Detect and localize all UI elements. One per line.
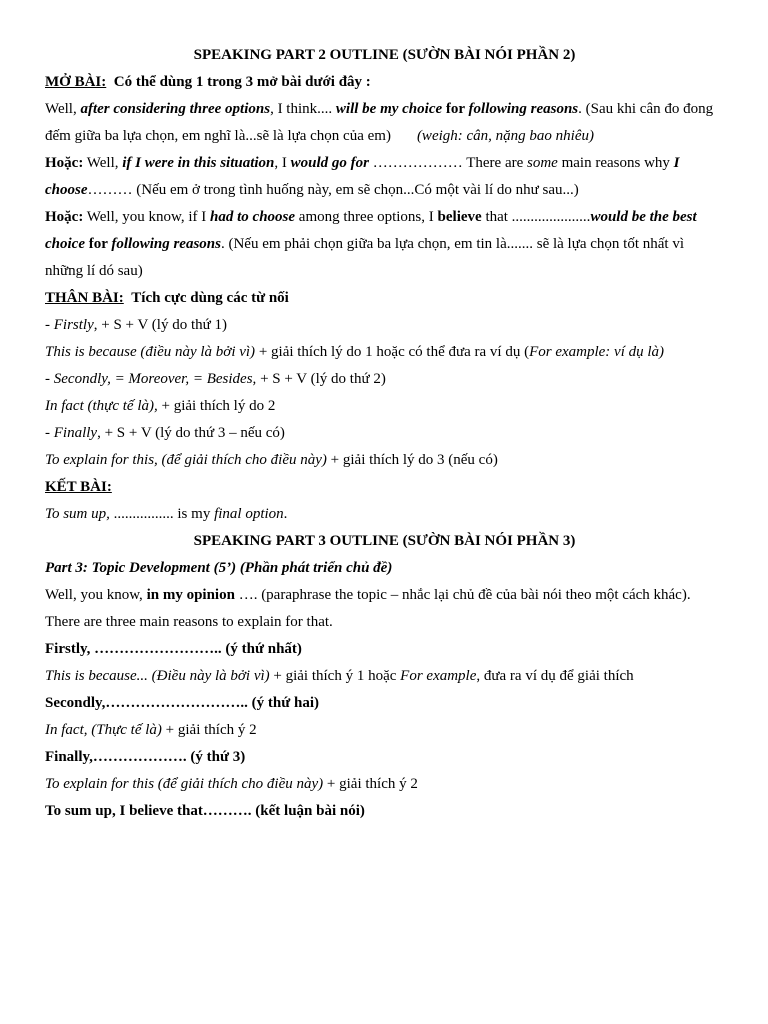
intro-option-3-cont2: những lí dó sau) [45, 263, 143, 279]
p3-explain: To explain for this (để giải thích cho điều này) + giải thích ý 2 [45, 776, 418, 792]
intro-note: Có thể dùng 1 trong 3 mở bài dưới đây : [113, 74, 371, 90]
conclusion-heading: KẾT BÀI: [45, 479, 112, 495]
intro-option-3-cont: choice for following reasons. (Nếu em phải chọn giữa ba lựa chọn, em tin là....... sẽ là lựa chọn tốt nhất vì [45, 236, 684, 252]
weigh-note: (weigh: cân, nặng bao nhiêu) [416, 128, 594, 144]
p3-because: This is because... (Điều này là bởi vì) + giải thích ý 1 hoặc For example, đưa ra ví dụ để giải thích [45, 668, 634, 684]
p2-finally: - Finally, + S + V (lý do thứ 3 – nếu có) [45, 425, 285, 441]
p3-firstly: Firstly, …………………….. (ý thứ nhất) [45, 641, 302, 657]
body-heading-line [45, 285, 724, 312]
p3-three-reasons: There are three main reasons to explain for that. [45, 614, 333, 630]
intro-heading: MỞ BÀI: [45, 74, 107, 90]
p2-sumup: To sum up, ................ is my final option. [45, 506, 288, 522]
conclusion-heading-line [45, 474, 724, 501]
intro-option-3: Hoặc: Well, you know, if I had to choose among three options, I believe that .....................would be the best [45, 209, 697, 225]
body-heading: THÂN BÀI: [45, 290, 124, 306]
p2-firstly: - Firstly, + S + V (lý do thứ 1) [45, 317, 228, 333]
p3-secondly: Secondly,……………………….. (ý thứ hai) [45, 695, 320, 711]
intro-heading-line [45, 69, 724, 96]
intro-option-1-cont: đếm giữa ba lựa chọn, em nghĩ là...sẽ là lựa chọn của em) (weigh: cân, nặng bao nhiêu) [45, 128, 594, 144]
part3-subtitle: Part 3: Topic Development (5’) (Phần phát triển chủ đề) [45, 560, 393, 576]
p3-opinion: Well, you know, in my opinion …. (paraphrase the topic – nhắc lại chủ đề của bài nói theo một cách khác). [45, 587, 691, 603]
p2-secondly: - Secondly, = Moreover, = Besides, + S + V (lý do thứ 2) [45, 371, 386, 387]
p2-explain: To explain for this, (để giải thích cho điều này) + giải thích lý do 3 (nếu có) [45, 452, 498, 468]
body-note: Tích cực dùng các từ nối [131, 290, 289, 306]
intro-option-2: Hoặc: Well, if I were in this situation, I would go for ……………… There are some main reasons why I [45, 155, 680, 171]
intro-option-2-cont: choose……… (Nếu em ở trong tình huống này, em sẽ chọn...Có một vài lí do như sau...) [45, 182, 579, 198]
intro-option-1: Well, after considering three options, I think.... will be my choice for following reasons. (Sau khi cân đo đong [45, 101, 714, 117]
p2-because: This is because (điều này là bởi vì) + giải thích lý do 1 hoặc có thể đưa ra ví dụ (For example: ví dụ là) [45, 344, 665, 360]
p3-sumup: To sum up, I believe that………. (kết luận bài nói) [45, 803, 365, 819]
p3-infact: In fact, (Thực tế là) + giải thích ý 2 [45, 722, 257, 738]
p3-finally: Finally,………………. (ý thứ 3) [45, 749, 246, 765]
part3-title: SPEAKING PART 3 OUTLINE (SƯỜN BÀI NÓI PHẦN 3) [193, 533, 576, 549]
part2-title: SPEAKING PART 2 OUTLINE (SƯỜN BÀI NÓI PHẦN 2) [193, 47, 576, 63]
p2-infact: In fact (thực tế là), + giải thích lý do 2 [45, 398, 276, 414]
